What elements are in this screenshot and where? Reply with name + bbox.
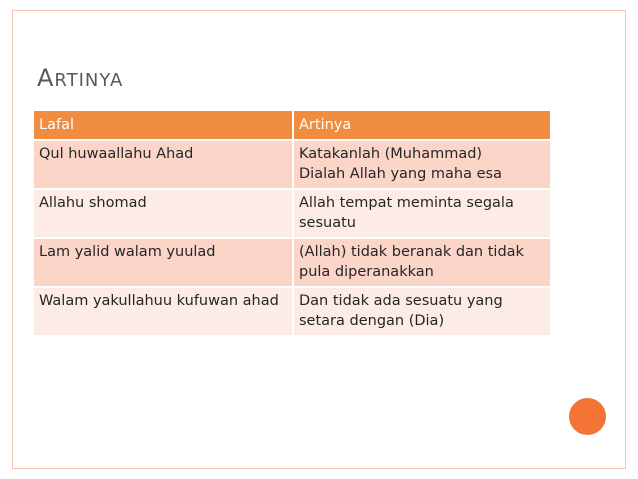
translation-table xyxy=(34,111,552,335)
table-row xyxy=(34,189,551,238)
cell-artinya: Katakanlah (Muhammad) Dialah Allah yang maha esa xyxy=(293,140,551,189)
slide-title xyxy=(37,64,123,92)
cell-lafal: Lam yalid walam yuulad xyxy=(34,238,293,287)
cell-artinya: Dan tidak ada sesuatu yang setara dengan (Dia) xyxy=(293,287,551,335)
cell-lafal: Qul huwaallahu Ahad xyxy=(34,140,293,189)
title-initial: A xyxy=(37,64,55,92)
table-row xyxy=(34,238,551,287)
table-row xyxy=(34,140,551,189)
decorative-circle xyxy=(569,398,606,435)
cell-artinya: Allah tempat meminta segala sesuatu xyxy=(293,189,551,238)
cell-lafal: Walam yakullahuu kufuwan ahad xyxy=(34,287,293,335)
title-rest: RTINYA xyxy=(54,70,124,91)
cell-artinya: (Allah) tidak beranak dan tidak pula diperanakkan xyxy=(293,238,551,287)
table-header-row xyxy=(34,111,551,140)
table-row xyxy=(34,287,551,335)
cell-lafal: Allahu shomad xyxy=(34,189,293,238)
header-artinya: Artinya xyxy=(293,111,551,140)
header-lafal: Lafal xyxy=(34,111,293,140)
